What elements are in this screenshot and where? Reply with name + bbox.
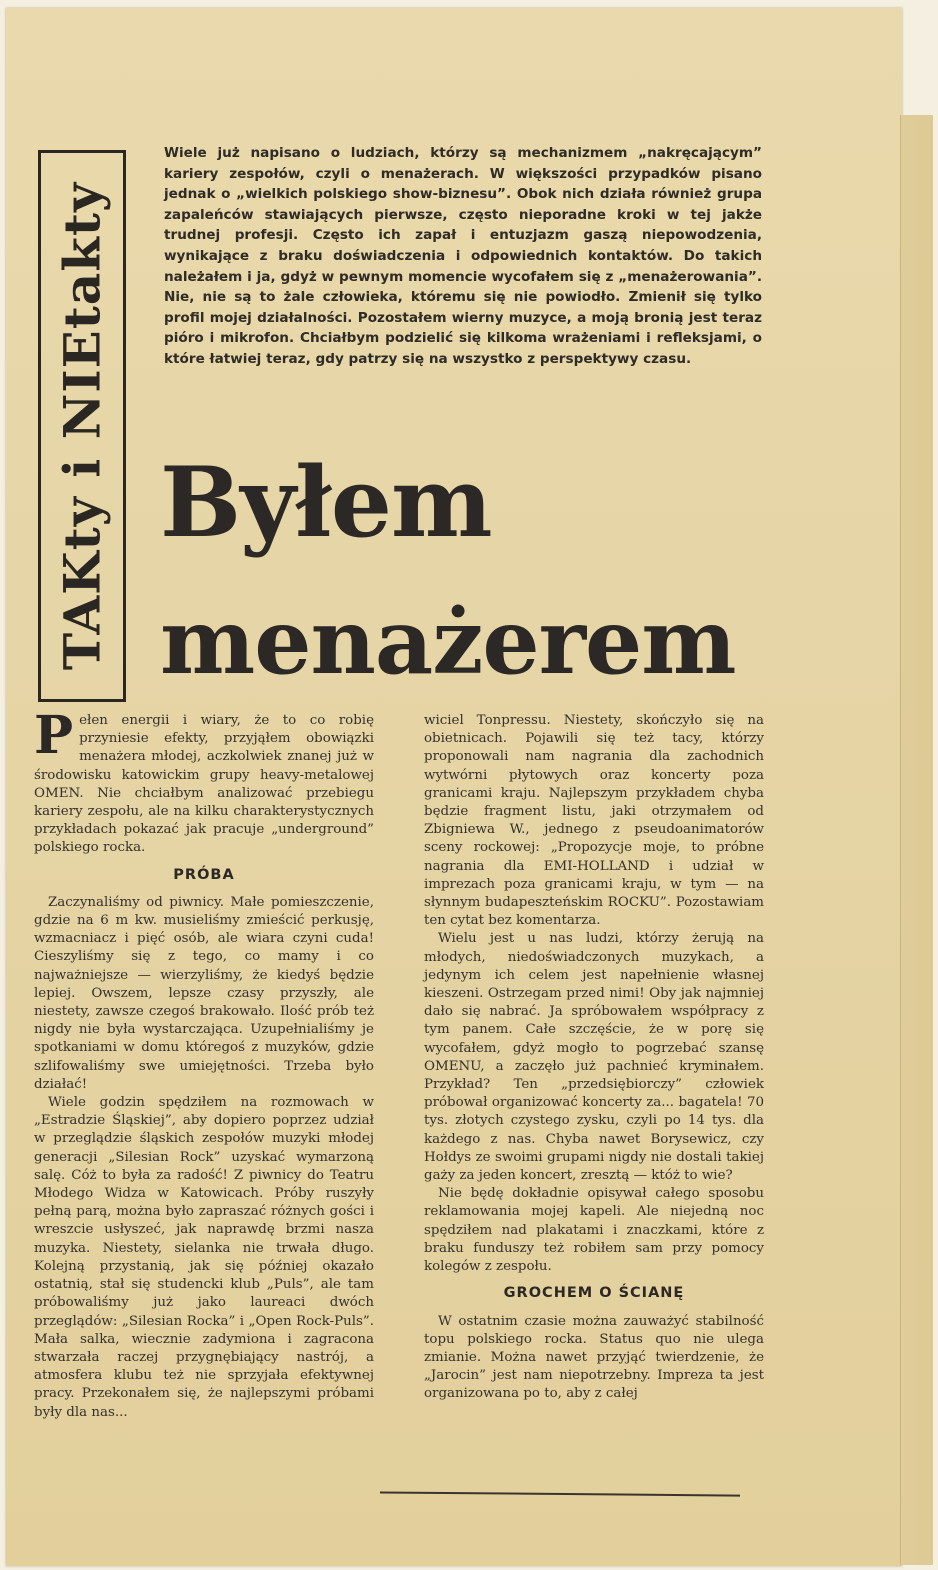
- paragraph: Zaczynaliśmy od piwnicy. Małe pomieszczenie, gdzie na 6 m kw. musieliśmy zmieścić perkusję, wzmacniacz i pięć osób, ale wiara czyni cuda! Cieszyliśmy się z tego, co mamy i co najważniejsze — wierzyliśmy, że kiedyś będzie lepiej. Owszem, lepsze czasy przyszły, ale niestety, zawsze czegoś brakowało. Ilość prób też nigdy nie była wystarczająca. Uzupełnialiśmy je spotkaniami w domu któregoś z muzyków, gdzie szlifowaliśmy swe umiejętności. Trzeba było działać!: [34, 894, 374, 1092]
- headline: [160, 446, 780, 695]
- section-heading: PRÓBA: [173, 866, 235, 883]
- article-column-right: [424, 712, 764, 1404]
- paper-edge: [900, 115, 933, 1565]
- headline-line-1: Byłem: [160, 446, 492, 559]
- column-title: TAKty i NIEtakty: [52, 181, 112, 671]
- headline-line-2: menażerem: [160, 589, 736, 695]
- section-heading: GROCHEM O ŚCIANĘ: [503, 1285, 685, 1302]
- paragraph: W ostatnim czasie można zauważyć stabilność topu polskiego rocka. Status quo nie ulega zmianie. Można nawet przyjąć twierdzenie, że „Jarocin” jest nam niepotrzebny. Impreza ta jest organizowana po to, aby z całej: [424, 1313, 764, 1402]
- lead-paragraph: Wiele już napisano o ludziach, którzy są mechanizmem „nakręcającym” kariery zespołów, czyli o menażerach. W większości przypadków pisano jednak o „wielkich polskiego show-biznesu”. Obok nich działa również grupa zapaleńców stawiających pierwsze, często nieporadne kroki w tej jakże trudnej profesji. Często ich zapał i entuzjazm gaszą niepowodzenia, wynikające z braku doświadczenia i odpowiednich kontaktów. Do takich należałem i ja, gdyż w pewnym momencie wycofałem się z „menażerowania”. Nie, nie są to żale człowieka, któremu się nie powiodło. Zmienił się tylko profil mojej działalności. Pozostałem wierny muzyce, a moją bronią jest teraz pióro i mikrofon. Chciałbym podzielić się kilkoma wrażeniami i refleksjami, o które łatwiej teraz, gdy patrzy się na wszystko z perspektywy czasu.: [164, 145, 762, 367]
- paragraph: Wielu jest u nas ludzi, którzy żerują na młodych, niedoświadczonych muzykach, a jedynym ich celem jest napełnienie własnej kieszeni. Ostrzegam przed nimi! Oby jak najmniej dało się nabrać. Ja spróbowałem współpracy z tym panem. Całe szczęście, że w porę się wycofałem, gdyż mogło to pogrzebać szansę OMENU, a zaczęło już pachnieć kryminałem. Przykład? Ten „przedsiębiorczy” człowiek próbował organizować koncerty za... bagatela! 70 tys. złotych czystego zysku, czyli po 14 tys. dla każdego z nas. Chyba nawet Borysewicz, czy Hołdys ze swoimi grupami nigdy nie dostali takiej gaży za jeden koncert, zresztą — któż to wie?: [424, 931, 764, 1184]
- paragraph: [34, 705, 374, 858]
- paragraph: Nie będę dokładnie opisywał całego sposobu reklamowania mojej kapeli. Ale niejedną noc spędziłem nad plakatami i znaczkami, które z braku funduszy też robiłem sam przy pomocy kolegów z zespołu.: [424, 1186, 764, 1275]
- paragraph: wiciel Tonpressu. Niestety, skończyło się na obietnicach. Pojawili się też tacy, którzy proponowali nam nagrania dla zachodnich wytwórni płytowych oraz koncerty poza granicami kraju. Najlepszym przykładem chyba będzie fragment listu, jaki otrzymałem od Zbigniewa W., jednego z pseudoanimatorów sceny rockowej: „Propozycje moje, to próbne nagrania dla EMI-HOLLAND i udział w imprezach poza granicami kraju, w tym — na słynnym budapeszteńskim ROCKU”. Pozostawiam ten cytat bez komentarza.: [424, 713, 764, 929]
- paragraph-text: ełen energii i wiary, że to co robię przyniesie efekty, przyjąłem obowiązki menażera młodej, aczkolwiek znanej już w środowisku katowickim grupy heavy-metalowej OMEN. Nie chciałbym analizować przebiegu kariery zespołu, ale na kilku charakterystycznych przykładach pokazać jak pracuje „underground” polskiego rocka.: [34, 713, 374, 856]
- drop-cap: P: [34, 705, 74, 766]
- article-column-left: [34, 705, 374, 1422]
- paragraph: Wiele godzin spędziłem na rozmowach w „Estradzie Śląskiej”, aby dopiero poprzez udział w przeglądzie śląskich zespołów muzyki młodej generacji „Silesian Rock” uzyskać wymarzoną salę. Cóż to była za radość! Z piwnicy do Teatru Młodego Widza w Katowicach. Próby ruszyły pełną parą, można było zapraszać różnych gości i wreszcie usłyszeć, jak naprawdę brzmi nasza muzyka. Niestety, sielanka nie trwała długo. Kolejną przystanią, jak się później okazało ostatnią, stał się studencki klub „Puls”, ale tam próbowaliśmy już jako laureaci dwóch przeglądów: „Silesian Rocka” i „Open Rock-Puls”. Mała salka, wiecznie zadymiona i zagracona stwarzała raczej przygnębiający nastrój, a atmosfera klubu też nie sprzyjała efektywnej pracy. Przekonałem się, że najlepszymi próbami były dla nas...: [34, 1095, 374, 1420]
